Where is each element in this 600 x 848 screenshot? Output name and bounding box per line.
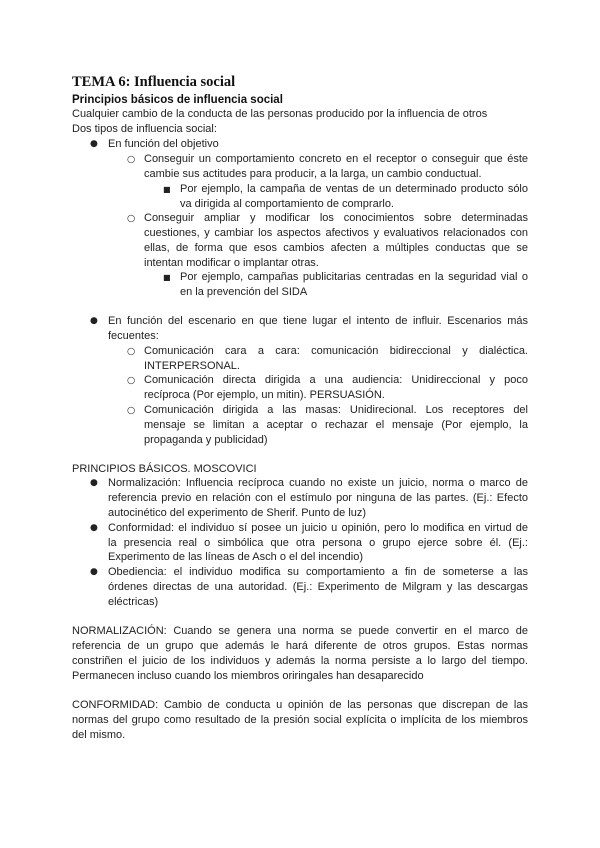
objetivo-example1-line1: Por ejemplo, la campaña de ventas de un determinado producto sólo (180, 183, 528, 195)
objetivo-example1-line2: va dirigida al comportamiento de comprarlo. (180, 198, 394, 210)
bullet-level1: ● (90, 316, 98, 326)
bullet-level1: ● (90, 478, 98, 488)
escenario-item2-line2: recíproca (Por ejemplo, un mitin). PERSUASIÓN. (144, 389, 385, 401)
section-heading-principios: Principios básicos de influencia social (72, 94, 283, 106)
objetivo-item2-line3: ellas, de forma que esos cambios afecten a múltiples conductas que se (144, 242, 528, 254)
bullet-level2: ○ (127, 346, 136, 357)
bullet-level3: ■ (163, 273, 171, 282)
obediencia-line2: órdenes directas de una autoridad. (Ej.: Experimento de Milgram y las descargas (108, 581, 528, 593)
bullet-level1: ● (90, 567, 98, 577)
escenario-line2: fecuentes: (108, 330, 159, 342)
para-normalizacion-line1: NORMALIZACIÓN: Cuando se genera una norma se puede convertir en el marco de (72, 625, 528, 637)
bullet-level3: ■ (163, 185, 171, 194)
bullet-level2: ○ (127, 405, 136, 416)
document-title: TEMA 6: Influencia social (72, 74, 236, 90)
bullet-objetivo: En función del objetivo (108, 138, 219, 150)
conformidad-line2: la presencia real o simbólica que otra persona o grupo ejerce sobre él. (Ej.: (108, 537, 528, 549)
objetivo-item1-line1: Conseguir un comportamiento concreto en el receptor o conseguir que éste (144, 153, 528, 165)
escenario-item1-line2: INTERPERSONAL. (144, 360, 240, 372)
conformidad-line3: Experimento de las líneas de Asch o el del incendio) (108, 551, 363, 563)
escenario-item3-line3: propaganda y publicidad) (144, 434, 268, 446)
objetivo-example2-line1: Por ejemplo, campañas publicitarias centradas en la seguridad vial o (180, 271, 528, 283)
para-normalizacion-line3: constriñen el juicio de los individuos y además la norma persiste a lo largo del tiempo. (72, 655, 528, 667)
para-normalizacion-line4: Permanecen incluso cuando los miembros oriringales han desaparecido (72, 670, 424, 682)
normalizacion-line3: autocinético del experimento de Sherif. Punto de luz) (108, 507, 367, 519)
objetivo-example2-line2: en la prevención del SIDA (180, 286, 308, 298)
bullet-level2: ○ (127, 375, 136, 386)
escenario-item3-line2: mensaje se limitan a aceptar o rechazar el mensaje (Por ejemplo, la (144, 419, 528, 431)
bullet-level1: ● (90, 139, 98, 149)
bullet-level2: ○ (127, 213, 136, 224)
para-conformidad-line2: normas del grupo como resultado de la presión social explícita o implícita de los miembros (72, 714, 528, 726)
section-heading-moscovici: PRINCIPIOS BÁSICOS. MOSCOVICI (72, 463, 257, 475)
para-normalizacion-line2: referencia de un grupo que además le hará diferente de otros grupos. Estas normas (72, 640, 528, 652)
para-conformidad-line3: del mismo. (72, 729, 126, 741)
escenario-line1: En función del escenario en que tiene lugar el intento de influir. Escenarios más (108, 315, 528, 327)
obediencia-line1: Obediencia: el individuo modifica su comportamiento a fin de someterse a las (108, 566, 528, 578)
objetivo-item2-line4: intentan modificar o implantar otras. (144, 257, 319, 269)
objetivo-item2-line2: cuestiones, y cambiar los aspectos afectivos y evaluativos relacionados con (144, 227, 528, 239)
normalizacion-line1: Normalización: Influencia recíproca cuando no existe un juicio, norma o marco de (108, 477, 528, 489)
types-intro: Dos tipos de influencia social: (72, 123, 217, 135)
escenario-item1-line1: Comunicación cara a cara: comunicación bidireccional y dialéctica. (144, 345, 528, 357)
conformidad-line1: Conformidad: el individuo sí posee un juicio u opinión, pero lo modifica en virtud de (108, 522, 528, 534)
objetivo-item2-line1: Conseguir ampliar y modificar los conocimientos sobre determinadas (144, 212, 528, 224)
obediencia-line3: eléctricas) (108, 596, 159, 608)
escenario-item3-line1: Comunicación dirigida a las masas: Unidirecional. Los receptores del (144, 404, 528, 416)
objetivo-item1-line2: cambie sus actitudes para producir, a la larga, un cambio conductual. (144, 168, 482, 180)
bullet-level1: ● (90, 523, 98, 533)
normalizacion-line2: referencia previo en relación con el estímulo por ninguna de las partes. (Ej.: Efecto (108, 492, 528, 504)
definition-text: Cualquier cambio de la conducta de las personas producido por la influencia de otros (72, 108, 488, 120)
bullet-level2: ○ (127, 154, 136, 165)
escenario-item2-line1: Comunicación directa dirigida a una audiencia: Unidireccional y poco (144, 374, 528, 386)
para-conformidad-line1: CONFORMIDAD: Cambio de conducta u opinión de las personas que discrepan de las (72, 699, 528, 711)
